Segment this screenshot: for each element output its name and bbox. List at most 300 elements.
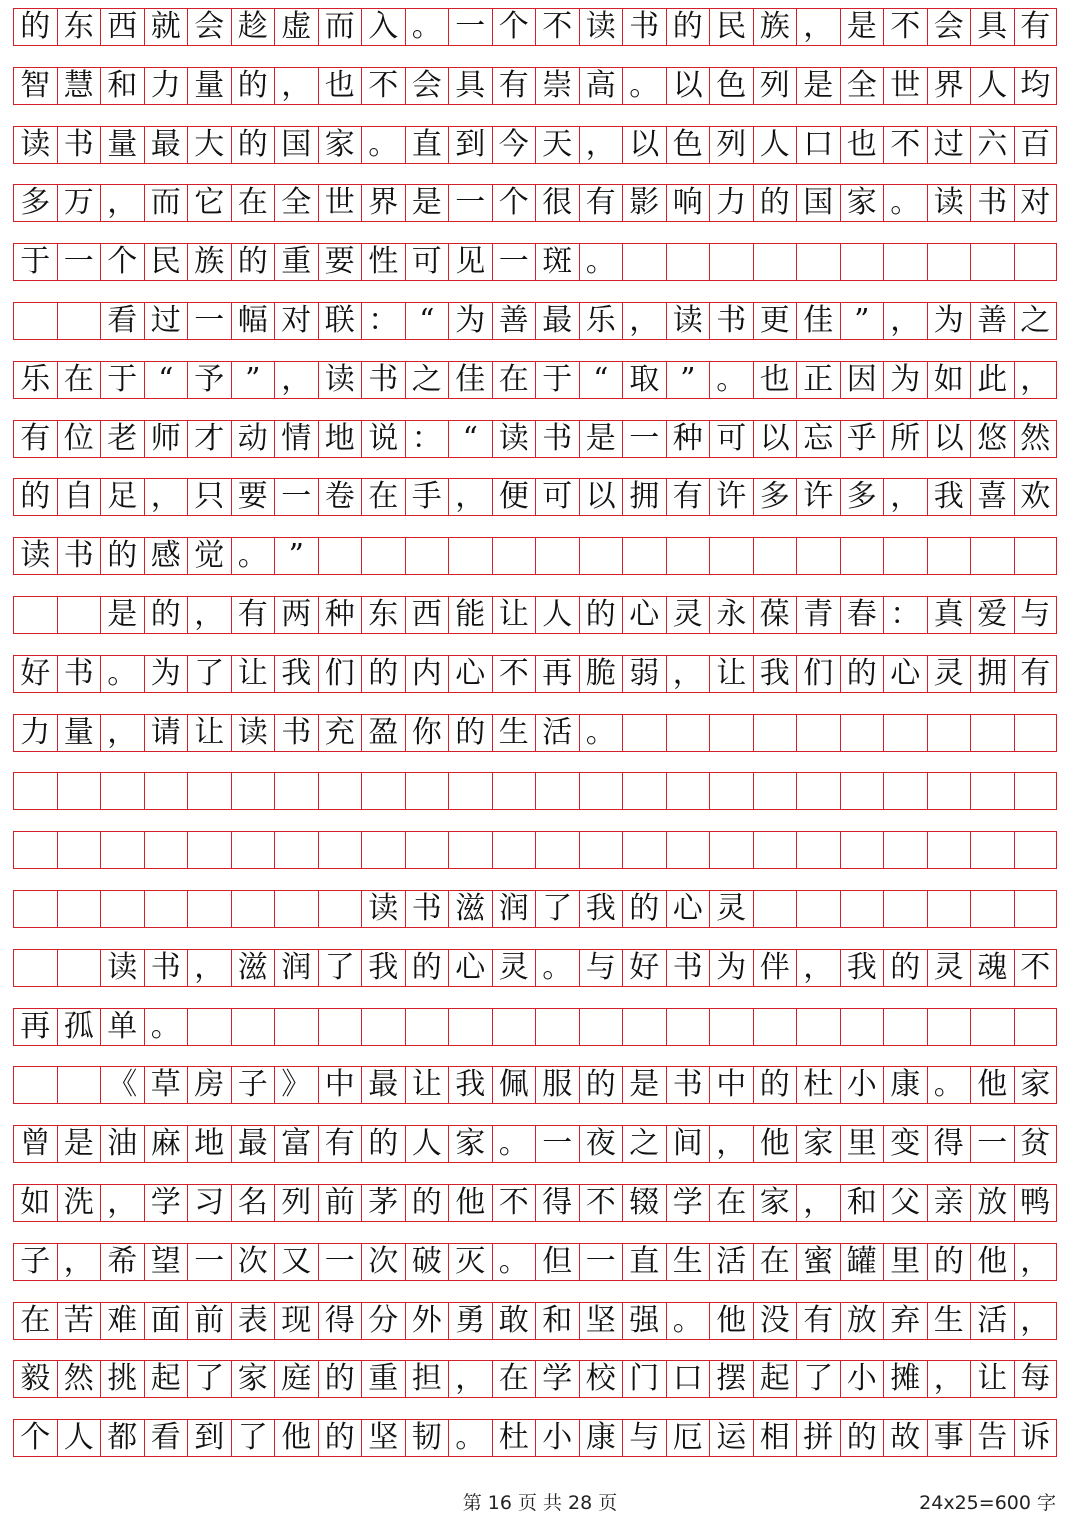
grid-cell: 直 <box>405 127 449 163</box>
grid-cell <box>274 832 318 868</box>
grid-cell <box>57 303 101 339</box>
grid-cell: 为 <box>709 950 753 986</box>
grid-cell: 韧 <box>405 1420 449 1456</box>
grid-cell: 与 <box>622 1420 666 1456</box>
grid-cell: 灵 <box>666 597 710 633</box>
grid-cell <box>709 715 753 751</box>
grid-cell: 地 <box>318 421 362 457</box>
grid-cell: 起 <box>144 1361 188 1397</box>
grid-cell: 地 <box>187 1126 231 1162</box>
grid-cell: 界 <box>361 185 405 221</box>
grid-cell: 今 <box>492 127 536 163</box>
grid-cell: 了 <box>318 950 362 986</box>
grid-cell: 都 <box>100 1420 144 1456</box>
grid-cell <box>883 832 927 868</box>
grid-cell: 担 <box>405 1361 449 1397</box>
grid-cell <box>970 773 1014 809</box>
manuscript-grid <box>13 0 1057 1470</box>
grid-cell: 故 <box>883 1420 927 1456</box>
grid-row <box>13 537 1057 575</box>
grid-cell <box>144 832 188 868</box>
grid-cell: 放 <box>970 1185 1014 1221</box>
grid-cell: 书 <box>57 538 101 574</box>
grid-cell: 而 <box>144 185 188 221</box>
grid-cell: 民 <box>144 244 188 280</box>
grid-cell <box>753 891 797 927</box>
grid-cell: 口 <box>666 1361 710 1397</box>
grid-cell: 他 <box>970 1244 1014 1280</box>
grid-cell: 。 <box>100 656 144 692</box>
grid-cell: 自 <box>57 479 101 515</box>
grid-cell: 不 <box>579 1185 623 1221</box>
grid-cell <box>927 773 971 809</box>
grid-cell <box>753 832 797 868</box>
grid-cell: 不 <box>361 68 405 104</box>
grid-cell: 的 <box>579 597 623 633</box>
grid-cell: 于 <box>100 362 144 398</box>
grid-cell: 响 <box>666 185 710 221</box>
grid-cell: 子 <box>231 1067 275 1103</box>
grid-cell <box>970 244 1014 280</box>
grid-cell <box>318 1009 362 1045</box>
grid-cell: 重 <box>361 1361 405 1397</box>
grid-cell: 我 <box>448 1067 492 1103</box>
grid-cell: 我 <box>274 656 318 692</box>
grid-cell: 师 <box>144 421 188 457</box>
grid-cell: 毅 <box>13 1361 57 1397</box>
grid-cell <box>883 1009 927 1045</box>
grid-cell: 里 <box>883 1244 927 1280</box>
grid-cell: 们 <box>318 656 362 692</box>
grid-cell: 力 <box>144 68 188 104</box>
grid-cell: 一 <box>579 1244 623 1280</box>
grid-cell: 灵 <box>709 891 753 927</box>
grid-cell: 的 <box>318 1420 362 1456</box>
grid-cell: 读 <box>361 891 405 927</box>
grid-cell: ， <box>187 950 231 986</box>
grid-cell: ， <box>448 479 492 515</box>
grid-cell: “ <box>448 421 492 457</box>
grid-cell: 活 <box>709 1244 753 1280</box>
grid-cell <box>709 773 753 809</box>
grid-cell: 卷 <box>318 479 362 515</box>
grid-cell: 之 <box>622 1126 666 1162</box>
grid-cell: 全 <box>840 68 884 104</box>
grid-cell: 润 <box>492 891 536 927</box>
grid-cell: 起 <box>753 1361 797 1397</box>
grid-cell: ： <box>361 303 405 339</box>
grid-cell <box>883 538 927 574</box>
grid-cell: 善 <box>492 303 536 339</box>
grid-cell: ， <box>666 656 710 692</box>
grid-cell: ： <box>405 421 449 457</box>
grid-cell: 更 <box>753 303 797 339</box>
grid-cell: 望 <box>144 1244 188 1280</box>
grid-cell: 他 <box>448 1185 492 1221</box>
grid-cell <box>970 715 1014 751</box>
grid-cell: 生 <box>927 1303 971 1339</box>
grid-row <box>13 1243 1057 1281</box>
grid-cell: 强 <box>622 1303 666 1339</box>
grid-row <box>13 126 1057 164</box>
grid-cell: 学 <box>666 1185 710 1221</box>
grid-row <box>13 1302 1057 1340</box>
grid-cell: 一 <box>448 185 492 221</box>
grid-cell <box>709 1009 753 1045</box>
grid-cell: 。 <box>405 9 449 45</box>
grid-row <box>13 184 1057 222</box>
grid-cell: 里 <box>840 1126 884 1162</box>
grid-cell: 要 <box>318 244 362 280</box>
grid-cell: 为 <box>883 362 927 398</box>
grid-cell: 的 <box>318 1361 362 1397</box>
grid-cell: 力 <box>709 185 753 221</box>
grid-cell: 希 <box>100 1244 144 1280</box>
grid-cell: 和 <box>840 1185 884 1221</box>
grid-cell: 不 <box>492 1185 536 1221</box>
grid-cell: 读 <box>318 362 362 398</box>
grid-cell: 看 <box>100 303 144 339</box>
grid-cell: 觉 <box>187 538 231 574</box>
grid-cell: 在 <box>361 479 405 515</box>
grid-cell: 苦 <box>57 1303 101 1339</box>
grid-cell: 就 <box>144 9 188 45</box>
grid-cell: ， <box>100 185 144 221</box>
grid-cell: 让 <box>231 656 275 692</box>
grid-cell: 再 <box>535 656 579 692</box>
grid-cell: 又 <box>274 1244 318 1280</box>
grid-cell: ， <box>622 303 666 339</box>
grid-cell <box>927 1009 971 1045</box>
grid-row <box>13 831 1057 869</box>
grid-cell <box>883 773 927 809</box>
grid-cell: 麻 <box>144 1126 188 1162</box>
grid-cell: 的 <box>753 1067 797 1103</box>
grid-cell: 是 <box>100 597 144 633</box>
grid-cell: 表 <box>231 1303 275 1339</box>
grid-cell: 习 <box>187 1185 231 1221</box>
grid-word-count: 24x25=600 字 <box>919 1492 1056 1514</box>
grid-cell <box>622 1009 666 1045</box>
grid-cell <box>1014 891 1058 927</box>
grid-cell: 过 <box>144 303 188 339</box>
grid-cell: 书 <box>361 362 405 398</box>
grid-cell <box>274 891 318 927</box>
grid-cell: 佳 <box>796 303 840 339</box>
grid-cell: 手 <box>405 479 449 515</box>
grid-cell: 变 <box>883 1126 927 1162</box>
grid-cell <box>796 832 840 868</box>
grid-cell: ， <box>100 715 144 751</box>
grid-cell: 色 <box>666 127 710 163</box>
grid-cell <box>796 1009 840 1045</box>
grid-cell: 喜 <box>970 479 1014 515</box>
grid-cell <box>13 832 57 868</box>
grid-cell: 是 <box>796 68 840 104</box>
grid-cell: 家 <box>448 1126 492 1162</box>
grid-cell <box>361 1009 405 1045</box>
grid-cell: ， <box>796 950 840 986</box>
grid-cell <box>796 244 840 280</box>
grid-cell: 脆 <box>579 656 623 692</box>
grid-cell: 对 <box>274 303 318 339</box>
grid-cell: 。 <box>448 1420 492 1456</box>
grid-cell: 心 <box>448 950 492 986</box>
grid-cell: 我 <box>840 950 884 986</box>
grid-cell: 取 <box>622 362 666 398</box>
grid-cell: 康 <box>883 1067 927 1103</box>
grid-cell: 子 <box>13 1244 57 1280</box>
grid-cell: 春 <box>840 597 884 633</box>
grid-cell: 服 <box>535 1067 579 1103</box>
grid-cell: 灵 <box>927 656 971 692</box>
grid-cell: 庭 <box>274 1361 318 1397</box>
grid-cell: 六 <box>970 127 1014 163</box>
grid-cell <box>709 244 753 280</box>
grid-cell: 个 <box>492 9 536 45</box>
grid-cell: 到 <box>448 127 492 163</box>
grid-cell: 直 <box>622 1244 666 1280</box>
grid-cell: 真 <box>927 597 971 633</box>
grid-cell: 到 <box>187 1420 231 1456</box>
grid-cell: 魂 <box>970 950 1014 986</box>
grid-cell: 他 <box>753 1126 797 1162</box>
grid-cell: 前 <box>187 1303 231 1339</box>
grid-cell: 它 <box>187 185 231 221</box>
grid-cell: 虚 <box>274 9 318 45</box>
grid-cell: 书 <box>274 715 318 751</box>
grid-cell <box>927 244 971 280</box>
grid-row <box>13 890 1057 928</box>
grid-cell: 书 <box>666 1067 710 1103</box>
grid-cell: 辍 <box>622 1185 666 1221</box>
grid-cell: 心 <box>666 891 710 927</box>
grid-cell: 是 <box>579 421 623 457</box>
grid-cell: 最 <box>535 303 579 339</box>
grid-row <box>13 1008 1057 1046</box>
grid-cell: 让 <box>970 1361 1014 1397</box>
grid-cell <box>753 1009 797 1045</box>
grid-cell: 内 <box>405 656 449 692</box>
grid-cell: 家 <box>1014 1067 1058 1103</box>
grid-cell: ” <box>666 362 710 398</box>
grid-cell: 才 <box>187 421 231 457</box>
grid-cell: 民 <box>709 9 753 45</box>
grid-cell: 学 <box>144 1185 188 1221</box>
grid-cell <box>187 1009 231 1045</box>
grid-cell: 此 <box>970 362 1014 398</box>
grid-cell: “ <box>579 362 623 398</box>
grid-cell: 心 <box>883 656 927 692</box>
grid-cell: 幅 <box>231 303 275 339</box>
grid-cell: 能 <box>448 597 492 633</box>
grid-cell <box>318 773 362 809</box>
grid-cell: 国 <box>796 185 840 221</box>
grid-cell: 族 <box>187 244 231 280</box>
grid-cell: 他 <box>709 1303 753 1339</box>
grid-cell: 大 <box>187 127 231 163</box>
grid-cell: 的 <box>231 244 275 280</box>
grid-cell: 读 <box>13 127 57 163</box>
grid-cell: ” <box>231 362 275 398</box>
grid-cell: 然 <box>57 1361 101 1397</box>
grid-cell: 在 <box>492 362 536 398</box>
grid-cell: 书 <box>535 421 579 457</box>
grid-cell: 运 <box>709 1420 753 1456</box>
grid-cell: 的 <box>666 9 710 45</box>
grid-cell: 天 <box>535 127 579 163</box>
grid-cell: ， <box>100 1185 144 1221</box>
grid-cell: 书 <box>144 950 188 986</box>
grid-cell: 世 <box>883 68 927 104</box>
grid-cell: 了 <box>187 1361 231 1397</box>
grid-cell: 于 <box>535 362 579 398</box>
grid-cell: 性 <box>361 244 405 280</box>
grid-cell <box>840 244 884 280</box>
grid-cell: 之 <box>1014 303 1058 339</box>
grid-cell <box>666 832 710 868</box>
grid-cell: 一 <box>187 1244 231 1280</box>
grid-cell: 全 <box>274 185 318 221</box>
grid-cell: 一 <box>622 421 666 457</box>
grid-cell: 一 <box>274 479 318 515</box>
grid-cell <box>622 832 666 868</box>
grid-cell: 个 <box>13 1420 57 1456</box>
grid-cell: 在 <box>753 1244 797 1280</box>
grid-cell: 人 <box>57 1420 101 1456</box>
grid-cell: 东 <box>361 597 405 633</box>
grid-cell <box>1014 715 1058 751</box>
grid-cell: 外 <box>405 1303 449 1339</box>
grid-cell: 会 <box>927 9 971 45</box>
grid-cell: 有 <box>666 479 710 515</box>
grid-cell: 列 <box>709 127 753 163</box>
grid-cell <box>361 773 405 809</box>
grid-cell: 了 <box>187 656 231 692</box>
grid-cell: 生 <box>492 715 536 751</box>
grid-cell: 我 <box>927 479 971 515</box>
grid-row <box>13 714 1057 752</box>
grid-cell <box>1014 538 1058 574</box>
grid-row <box>13 949 1057 987</box>
grid-cell: 我 <box>361 950 405 986</box>
grid-cell: 世 <box>318 185 362 221</box>
grid-cell: 如 <box>927 362 971 398</box>
grid-cell: 家 <box>753 1185 797 1221</box>
grid-cell: 润 <box>274 950 318 986</box>
grid-cell: 。 <box>883 185 927 221</box>
grid-cell <box>448 832 492 868</box>
grid-cell: 也 <box>753 362 797 398</box>
grid-cell <box>100 891 144 927</box>
grid-cell <box>883 244 927 280</box>
grid-cell: ， <box>579 127 623 163</box>
grid-cell: 有 <box>231 597 275 633</box>
grid-cell: 的 <box>361 1126 405 1162</box>
grid-cell: 的 <box>405 950 449 986</box>
grid-cell: 门 <box>622 1361 666 1397</box>
grid-cell: 也 <box>318 68 362 104</box>
grid-cell: 茅 <box>361 1185 405 1221</box>
grid-cell: 西 <box>405 597 449 633</box>
grid-cell: 会 <box>187 9 231 45</box>
grid-cell: 所 <box>883 421 927 457</box>
grid-cell: 摆 <box>709 1361 753 1397</box>
grid-cell <box>100 832 144 868</box>
grid-cell: 了 <box>535 891 579 927</box>
grid-cell <box>57 773 101 809</box>
grid-cell <box>840 891 884 927</box>
grid-cell: 以 <box>753 421 797 457</box>
grid-cell: 摊 <box>883 1361 927 1397</box>
grid-cell: 的 <box>840 656 884 692</box>
grid-cell: 勇 <box>448 1303 492 1339</box>
grid-row <box>13 302 1057 340</box>
grid-cell: 色 <box>709 68 753 104</box>
grid-cell: 。 <box>579 244 623 280</box>
grid-cell: 有 <box>579 185 623 221</box>
grid-cell: 。 <box>709 362 753 398</box>
grid-cell: 让 <box>405 1067 449 1103</box>
grid-cell: 读 <box>927 185 971 221</box>
grid-cell: 一 <box>318 1244 362 1280</box>
grid-cell: 鸭 <box>1014 1185 1058 1221</box>
grid-cell <box>796 715 840 751</box>
grid-cell <box>57 832 101 868</box>
grid-cell: 不 <box>883 127 927 163</box>
grid-cell: 列 <box>274 1185 318 1221</box>
grid-cell <box>970 1009 1014 1045</box>
grid-cell: 名 <box>231 1185 275 1221</box>
grid-cell: 以 <box>622 127 666 163</box>
grid-cell: 你 <box>405 715 449 751</box>
grid-cell <box>448 538 492 574</box>
grid-cell: 高 <box>579 68 623 104</box>
grid-cell: 见 <box>448 244 492 280</box>
grid-row <box>13 655 1057 693</box>
grid-cell: 他 <box>274 1420 318 1456</box>
grid-cell <box>318 538 362 574</box>
grid-cell: ， <box>57 1244 101 1280</box>
grid-cell: 予 <box>187 362 231 398</box>
grid-cell: 读 <box>666 303 710 339</box>
grid-cell: 也 <box>840 127 884 163</box>
grid-cell: 在 <box>231 185 275 221</box>
grid-cell: 面 <box>144 1303 188 1339</box>
grid-cell: 慧 <box>57 68 101 104</box>
grid-cell <box>840 1009 884 1045</box>
grid-cell: 的 <box>579 1067 623 1103</box>
grid-cell: 入 <box>361 9 405 45</box>
grid-cell: 夜 <box>579 1126 623 1162</box>
grid-row <box>13 243 1057 281</box>
grid-cell: 而 <box>318 9 362 45</box>
grid-cell: 书 <box>57 127 101 163</box>
grid-cell <box>666 715 710 751</box>
grid-cell <box>796 891 840 927</box>
grid-row <box>13 1125 1057 1163</box>
grid-cell <box>1014 773 1058 809</box>
grid-cell: ” <box>274 538 318 574</box>
grid-cell: 房 <box>187 1067 231 1103</box>
grid-cell: 种 <box>318 597 362 633</box>
grid-cell: 老 <box>100 421 144 457</box>
grid-cell: 生 <box>666 1244 710 1280</box>
grid-cell <box>144 773 188 809</box>
grid-cell: ， <box>1014 1244 1058 1280</box>
grid-cell: 均 <box>1014 68 1058 104</box>
grid-cell: 个 <box>100 244 144 280</box>
